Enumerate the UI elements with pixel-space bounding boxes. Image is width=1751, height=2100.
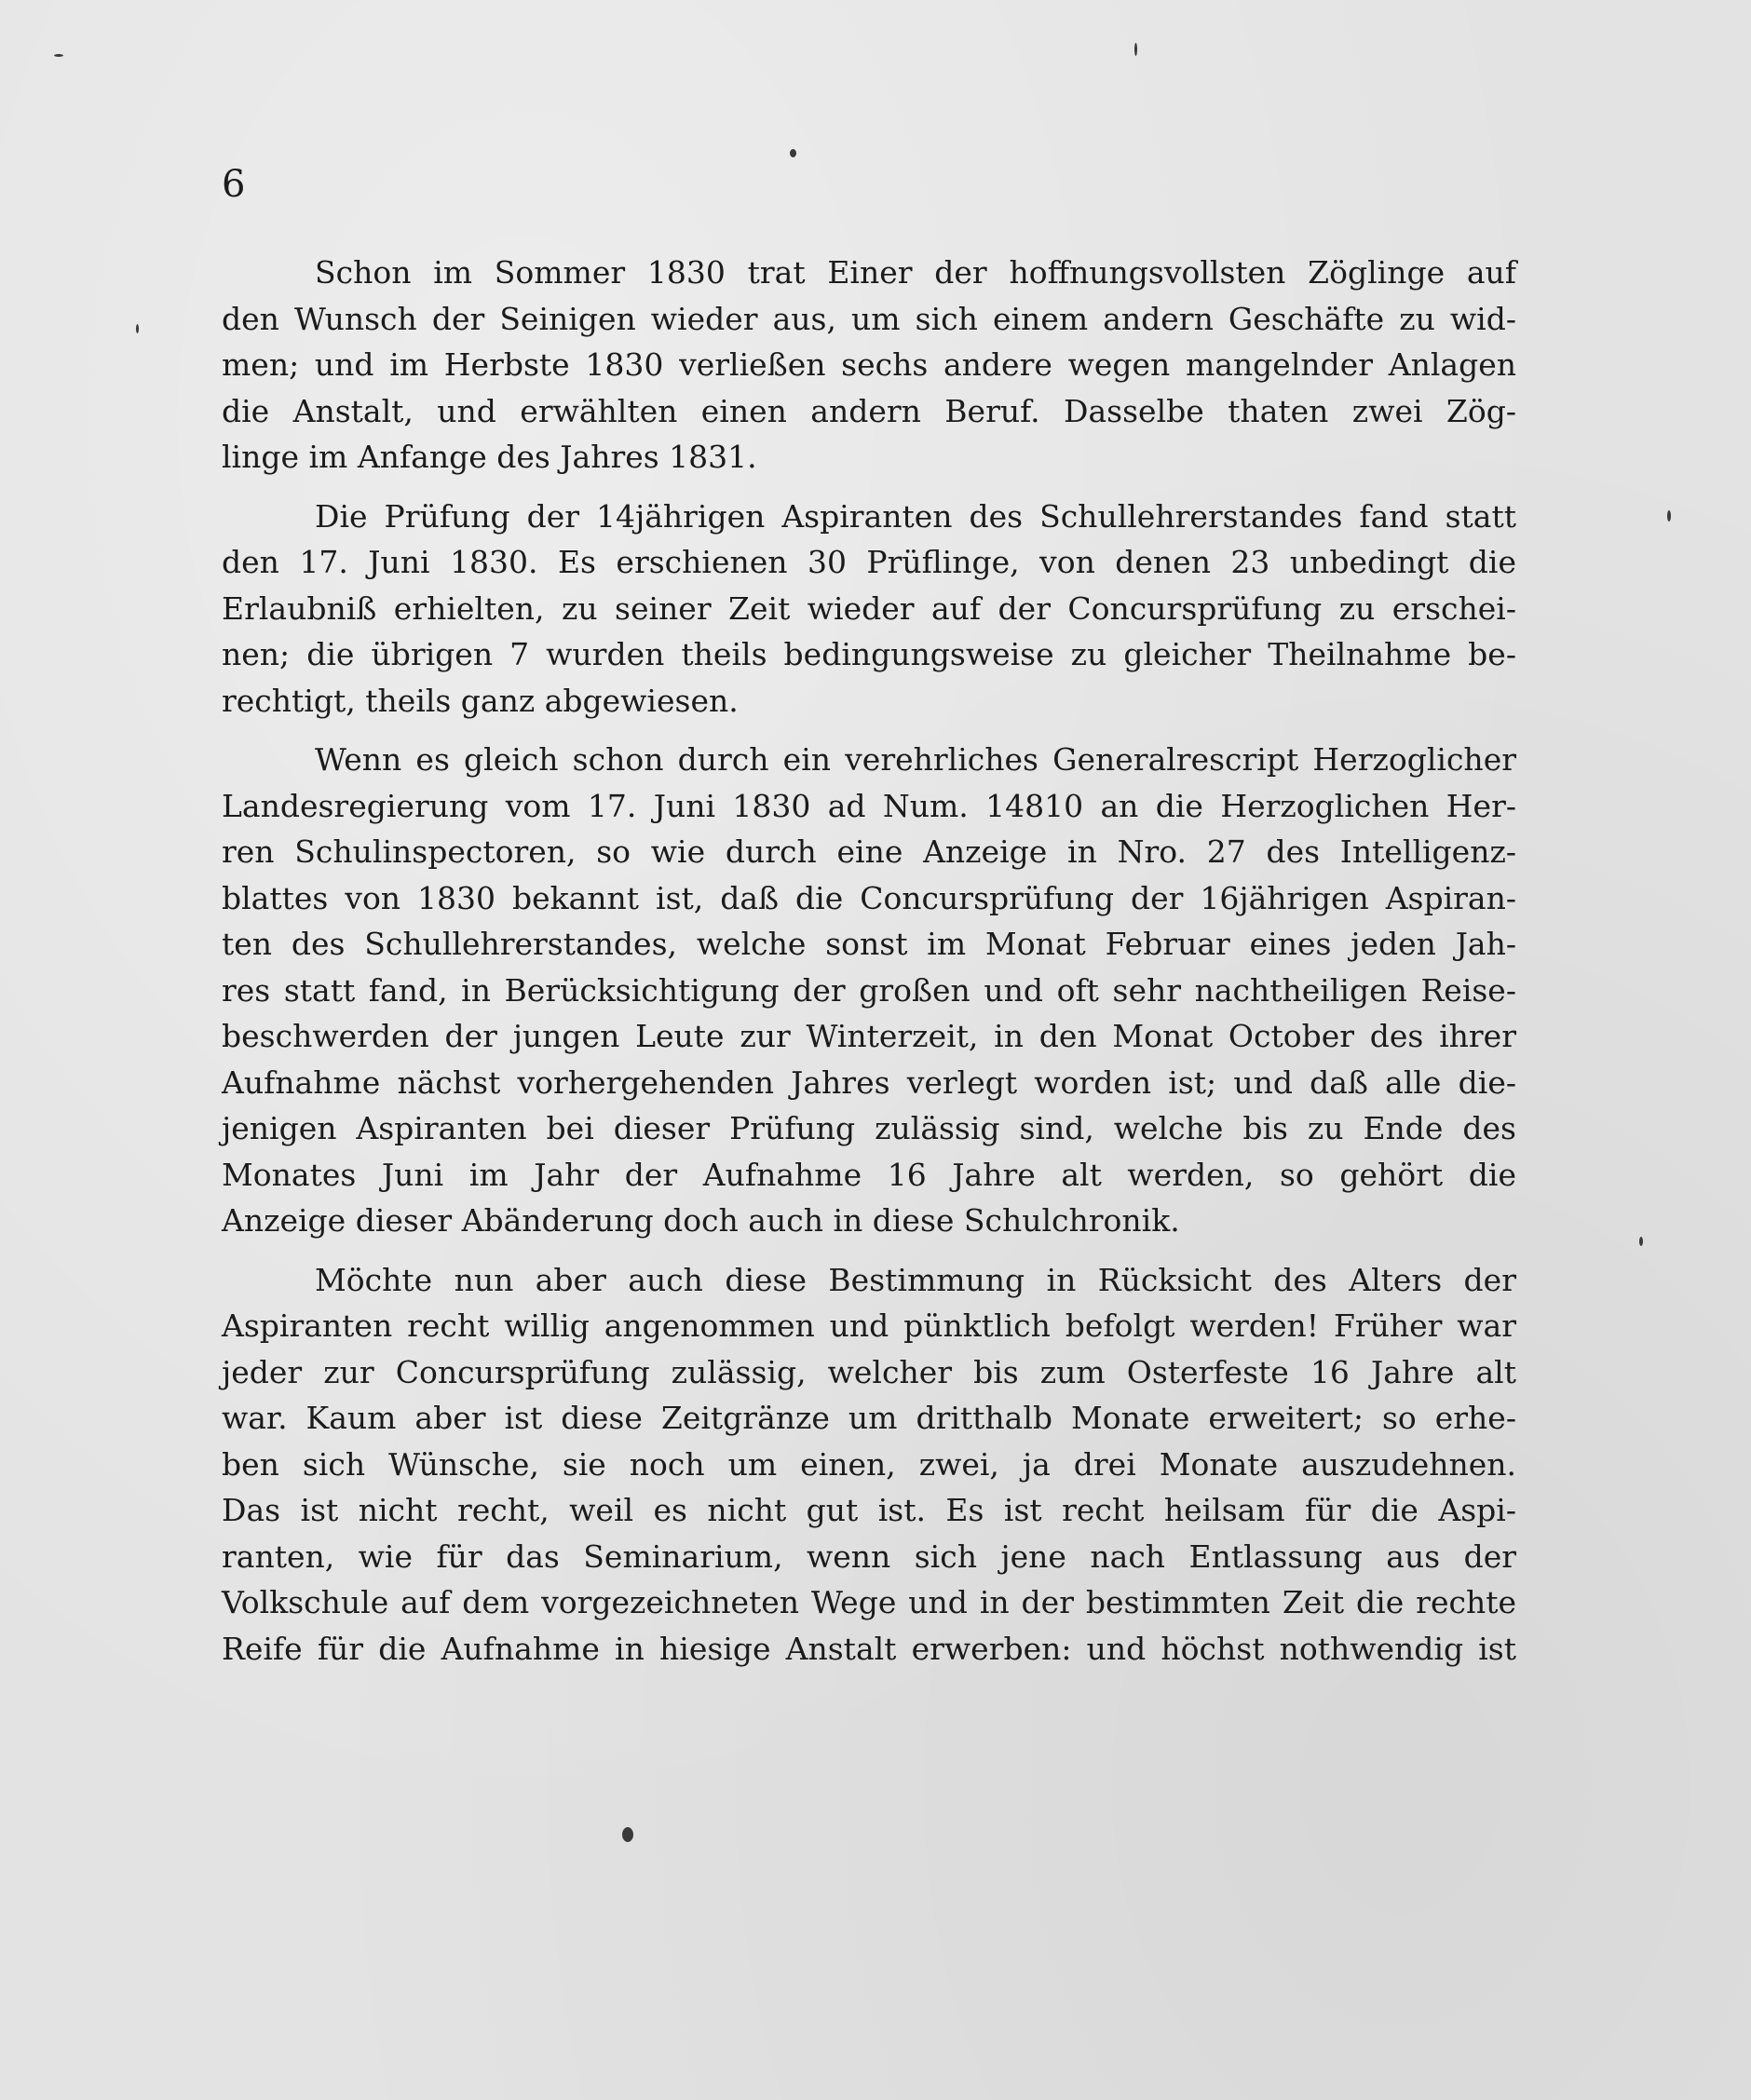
- text-line: Landesregierung vom 17. Juni 1830 ad Num. 14810 an die Herzoglichen Her-: [222, 787, 1516, 824]
- text-line: Anzeige dieser Abänderung doch auch in diese Schulchronik.: [222, 1202, 1180, 1239]
- body-text: [222, 250, 1516, 1685]
- text-line: Reife für die Aufnahme in hiesige Anstalt erwerben: und höchst nothwendig ist: [222, 1630, 1516, 1667]
- text-line: linge im Anfange des Jahres 1831.: [222, 439, 757, 475]
- text-line: den 17. Juni 1830. Es erschienen 30 Prüflinge, von denen 23 unbedingt die: [222, 544, 1516, 580]
- text-line: jenigen Aspiranten bei dieser Prüfung zulässig sind, welche bis zu Ende des: [222, 1110, 1516, 1146]
- text-line: blattes von 1830 bekannt ist, daß die Concursprüfung der 16jährigen Aspiran-: [222, 879, 1516, 916]
- text-line: Möchte nun aber auch diese Bestimmung in Rücksicht des Alters der: [315, 1261, 1516, 1298]
- page-number: 6: [222, 163, 246, 206]
- text-line: ten des Schullehrerstandes, welche sonst im Monat Februar eines jeden Jah-: [222, 926, 1516, 962]
- paper-speck: [622, 1827, 633, 1842]
- paper-speck: [1667, 510, 1671, 522]
- text-line: ren Schulinspectoren, so wie durch eine Anzeige in Nro. 27 des Intelligenz-: [222, 833, 1516, 870]
- text-line: ranten, wie für das Seminarium, wenn sich jene nach Entlassung aus der: [222, 1538, 1516, 1575]
- paper-speck: [136, 324, 139, 333]
- text-line: den Wunsch der Seinigen wieder aus, um sich einem andern Geschäfte zu wid-: [222, 300, 1516, 337]
- text-line: res statt fand, in Berücksichtigung der großen und oft sehr nachtheiligen Reise-: [222, 971, 1516, 1009]
- text-line: ben sich Wünsche, sie noch um einen, zwei, ja drei Monate auszudehnen.: [222, 1445, 1516, 1483]
- text-line: Volkschule auf dem vorgezeichneten Wege und in der bestimmten Zeit die rechte: [222, 1584, 1516, 1620]
- text-line: Wenn es gleich schon durch ein verehrliches Generalrescript Herzoglicher: [315, 741, 1516, 778]
- paragraph-3: [222, 737, 1516, 1244]
- text-line: Die Prüfung der 14jährigen Aspiranten des Schullehrerstandes fand statt: [315, 497, 1516, 535]
- text-line: Aspiranten recht willig angenommen und pünktlich befolgt werden! Früher war: [222, 1307, 1516, 1344]
- text-line: die Anstalt, und erwählten einen andern Beruf. Dasselbe thaten zwei Zög-: [222, 392, 1516, 429]
- text-line: jeder zur Concursprüfung zulässig, welcher bis zum Osterfeste 16 Jahre alt: [222, 1353, 1516, 1390]
- text-line: rechtigt, theils ganz abgewiesen.: [222, 682, 739, 719]
- paragraph-4: [222, 1257, 1516, 1673]
- text-line: Monates Juni im Jahr der Aufnahme 16 Jahre alt werden, so gehört die: [222, 1156, 1516, 1193]
- text-line: men; und im Herbste 1830 verließen sechs andere wegen mangelnder Anlagen: [222, 346, 1516, 383]
- paragraph-2: [222, 494, 1516, 725]
- paper-speck: [1134, 43, 1137, 56]
- text-line: Das ist nicht recht, weil es nicht gut ist. Es ist recht heilsam für die Aspi-: [222, 1492, 1516, 1528]
- text-line: Aufnahme nächst vorhergehenden Jahres verlegt worden ist; und daß alle die-: [222, 1064, 1516, 1101]
- paper-speck: [790, 149, 796, 157]
- paragraph-1: [222, 250, 1516, 481]
- text-line: nen; die übrigen 7 wurden theils bedingungsweise zu gleicher Theilnahme be-: [222, 636, 1516, 672]
- text-line: Erlaubniß erhielten, zu seiner Zeit wieder auf der Concursprüfung zu erschei-: [222, 589, 1516, 627]
- text-line: beschwerden der jungen Leute zur Winterzeit, in den Monat October des ihrer: [222, 1018, 1516, 1054]
- text-line: war. Kaum aber ist diese Zeitgränze um dritthalb Monate erweitert; so erhe-: [222, 1400, 1516, 1436]
- paper-speck: [54, 54, 63, 57]
- text-line: Schon im Sommer 1830 trat Einer der hoffnungsvollsten Zöglinge auf: [315, 254, 1516, 291]
- paper-speck: [1639, 1237, 1643, 1246]
